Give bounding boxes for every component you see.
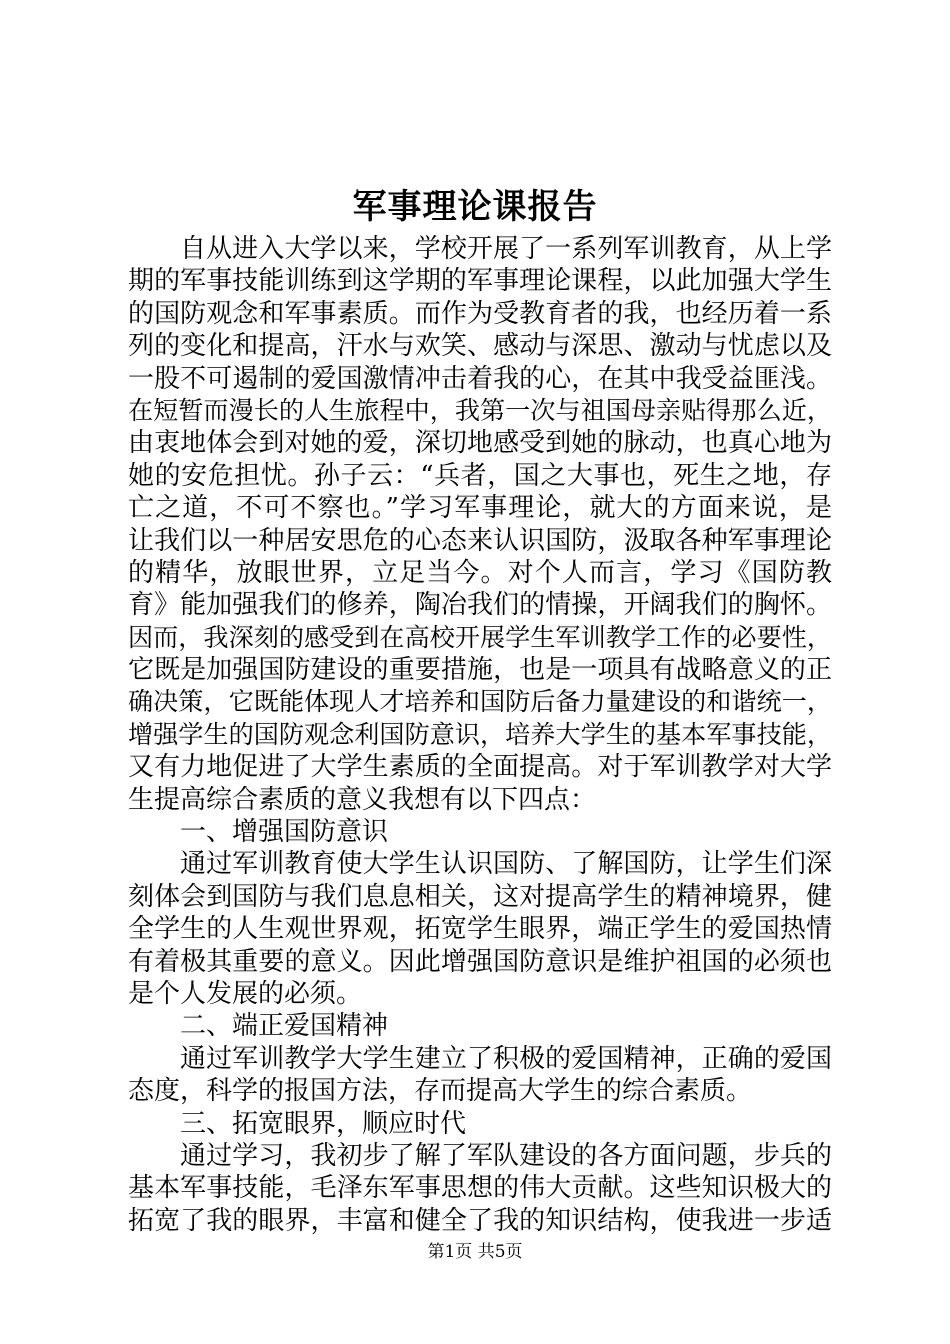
text-line: 期的军事技能训练到这学期的军事理论课程，以此加强大学生 [128, 266, 832, 297]
text-line: 她的安危担忧。孙子云：“兵者，国之大事也，死生之地，存 [128, 460, 832, 491]
text-line: 因而，我深刻的感受到在高校开展学生军训教学工作的必要性， [128, 622, 832, 652]
text-line: 一、增强国防意识 [180, 817, 389, 848]
text-line: 一股不可遏制的爱国激情冲击着我的心，在其中我受益匪浅。 [128, 363, 832, 394]
text-line: 生提高综合素质的意义我想有以下四点： [128, 784, 597, 815]
text-line: 在短暂而漫长的人生旅程中，我第一次与祖国母亲贴得那么近， [128, 395, 832, 425]
text-line: 让我们以一种居安思危的心态来认识国防，汲取各种军事理论 [128, 525, 832, 556]
text-line: 三、拓宽眼界，顺应时代 [180, 1108, 467, 1139]
text-line: 基本军事技能，毛泽东军事思想的伟大贡献。这些知识极大的 [128, 1173, 832, 1204]
text-line: 的精华，放眼世界，立足当今。对个人而言，学习《国防教 [128, 557, 832, 588]
text-line: 增强学生的国防观念利国防意识，培养大学生的基本军事技能， [128, 719, 832, 749]
text-line: 通过学习，我初步了解了军队建设的各方面问题，步兵的 [180, 1140, 832, 1171]
text-line: 通过军训教学大学生建立了积极的爱国精神，正确的爱国 [180, 1043, 832, 1074]
text-line: 拓宽了我的眼界，丰富和健全了我的知识结构，使我进一步适 [128, 1205, 832, 1236]
text-line: 二、端正爱国精神 [180, 1011, 389, 1042]
text-line: 自从进入大学以来，学校开展了一系列军训教育，从上学 [180, 234, 832, 264]
text-line: 确决策，它既能体现人才培养和国防后备力量建设的和谐统一， [128, 687, 832, 717]
page-footer: 第1页 共5页 [427, 1242, 523, 1262]
text-line: 它既是加强国防建设的重要措施，也是一项具有战略意义的正 [128, 655, 832, 686]
document-title: 军事理论课报告 [352, 187, 598, 227]
text-line: 列的变化和提高，汗水与欢笑、感动与深思、激动与忧虑以及 [128, 331, 832, 362]
text-line: 由衷地体会到对她的爱，深切地感受到她的脉动，也真心地为 [128, 428, 832, 459]
text-line: 有着极其重要的意义。因此增强国防意识是维护祖国的必须也 [128, 946, 832, 977]
text-line: 通过军训教育使大学生认识国防、了解国防，让学生们深 [180, 849, 832, 880]
text-line: 又有力地促进了大学生素质的全面提高。对于军训教学对大学 [128, 752, 832, 783]
text-line: 育》能加强我们的修养，陶冶我们的情操，开阔我们的胸怀。 [128, 590, 832, 621]
text-line: 全学生的人生观世界观，拓宽学生眼界，端正学生的爱国热情 [128, 914, 832, 945]
text-line: 态度，科学的报国方法，存而提高大学生的综合素质。 [128, 1076, 753, 1107]
text-line: 亡之道，不可不察也。”学习军事理论，就大的方面来说，是 [128, 493, 832, 524]
document-body [128, 233, 832, 1237]
text-line: 刻体会到国防与我们息息相关，这对提高学生的精神境界，健 [128, 881, 832, 912]
text-line: 是个人发展的必须。 [128, 978, 363, 1009]
text-line: 的国防观念和军事素质。而作为受教育者的我，也经历着一系 [128, 298, 832, 329]
